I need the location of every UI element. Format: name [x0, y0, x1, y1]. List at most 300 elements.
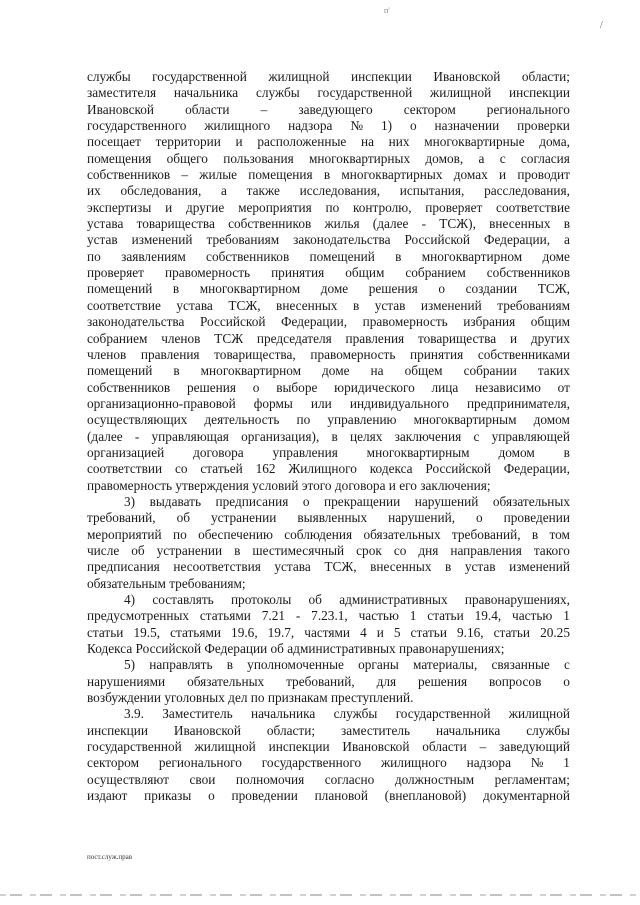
- word: решения: [186, 379, 237, 395]
- word: многоквартирным: [413, 412, 517, 428]
- word: доме: [542, 248, 570, 264]
- text-line: [87, 559, 570, 575]
- word: осуществляют: [87, 771, 169, 787]
- word: домах: [453, 167, 488, 183]
- word: такого: [533, 542, 570, 558]
- word: устранении: [210, 510, 277, 526]
- text-line: [87, 494, 570, 510]
- text-line: [87, 134, 570, 150]
- word: должностным: [394, 771, 475, 787]
- word: ТСЖ,: [228, 297, 261, 313]
- word: для: [376, 673, 397, 689]
- scan-mark-right: /: [600, 20, 603, 31]
- word: (далее: [87, 428, 123, 444]
- word: договора: [193, 444, 244, 460]
- word: внесенных: [370, 559, 432, 575]
- word: Российской: [199, 314, 266, 330]
- word: предписания: [215, 493, 289, 509]
- word: устава: [274, 559, 311, 575]
- word: –: [181, 167, 189, 183]
- word: статьей: [200, 461, 243, 477]
- word: членов: [87, 346, 127, 362]
- word: по: [172, 526, 187, 542]
- word: Российской: [404, 232, 471, 248]
- word: или: [310, 395, 332, 411]
- word: приказы: [144, 788, 192, 804]
- word: общим: [345, 265, 385, 281]
- word: принятия: [410, 346, 464, 362]
- word: домов,: [425, 150, 464, 166]
- word: 1: [563, 755, 570, 771]
- word: а: [478, 150, 485, 166]
- word: избрания: [463, 314, 516, 330]
- word: собранием: [405, 265, 466, 281]
- word: проведении: [503, 510, 570, 526]
- word: о: [409, 118, 417, 134]
- text-line: [87, 216, 570, 232]
- word: статьи: [493, 624, 531, 640]
- word: также: [246, 183, 280, 199]
- word: Ивановской: [342, 739, 410, 755]
- word: предусмотренных: [87, 608, 190, 624]
- word: прекращении: [324, 493, 401, 509]
- word: статьями: [170, 624, 222, 640]
- word: домом: [533, 412, 570, 428]
- word: требований,: [451, 526, 521, 542]
- word: плановой: [314, 788, 368, 804]
- text-line: [87, 723, 570, 739]
- word: требований,: [286, 673, 355, 689]
- word: юридического: [334, 379, 415, 395]
- text-line: [87, 69, 570, 85]
- word: проверки: [517, 118, 570, 134]
- word: 7.21: [261, 608, 286, 624]
- word: испытания,: [399, 183, 465, 199]
- word: заместитель: [341, 722, 411, 738]
- word: по: [87, 248, 101, 264]
- text-line: [87, 363, 570, 379]
- word: них: [388, 134, 410, 150]
- word: составлять: [152, 592, 214, 607]
- word: в: [352, 297, 360, 313]
- word: Ивановской: [173, 722, 241, 738]
- word: помещения: [248, 167, 313, 183]
- word: требований,: [87, 510, 156, 526]
- word: дня: [418, 542, 439, 558]
- word: №: [530, 755, 544, 771]
- word: общего: [166, 150, 208, 166]
- word: -: [134, 428, 140, 444]
- word: о: [252, 379, 260, 395]
- word: нарушениями: [87, 673, 166, 689]
- word: частью: [358, 608, 399, 624]
- word: многоквартирном: [199, 281, 301, 297]
- word: согласно: [324, 771, 375, 787]
- word: жилищного: [381, 755, 447, 771]
- word: Федерации,: [483, 232, 551, 248]
- text-line: [87, 167, 570, 183]
- word: решения: [368, 281, 418, 297]
- word: заключения: [394, 428, 462, 444]
- word: правления: [140, 346, 200, 362]
- word: многоквартирном: [421, 248, 523, 264]
- word: проверяет: [425, 199, 483, 215]
- word: помещений: [87, 281, 153, 297]
- word: службы: [333, 706, 378, 722]
- text-line: правомерность утверждения условий этого договора и его заключения;: [87, 477, 491, 493]
- word: соответствие: [496, 199, 570, 215]
- word: расследования,: [484, 183, 570, 199]
- word: с: [564, 657, 570, 673]
- text-line: [87, 200, 570, 216]
- word: документарной: [482, 788, 570, 804]
- text-line: [87, 527, 570, 543]
- word: управляющая: [151, 428, 229, 444]
- word: доме: [320, 281, 349, 297]
- word: службы: [87, 69, 131, 84]
- word: и: [235, 134, 243, 150]
- word: Ивановской: [433, 69, 501, 84]
- word: законодательства: [87, 314, 185, 330]
- word: нарушений: [414, 493, 479, 509]
- word: (далее: [372, 216, 409, 232]
- text-line: [87, 331, 570, 347]
- word: инспекции: [268, 739, 330, 755]
- word: деятельность: [204, 412, 280, 428]
- word: дома,: [539, 134, 570, 150]
- word: в: [323, 167, 331, 183]
- word: области: [422, 739, 467, 755]
- word: управления: [272, 444, 338, 460]
- word: 3.9.: [124, 706, 144, 722]
- word: 5): [124, 657, 136, 673]
- word: и: [509, 330, 518, 346]
- word: Ивановской: [87, 101, 155, 117]
- text-line: [87, 755, 570, 771]
- word: Заместитель: [162, 706, 233, 722]
- word: индивидуального: [349, 395, 449, 411]
- word: и: [165, 199, 173, 215]
- word: и: [376, 624, 384, 640]
- word: устав: [87, 232, 118, 248]
- word: в: [331, 428, 338, 444]
- word: в: [395, 248, 402, 264]
- text-line: [87, 461, 570, 477]
- word: собственников: [228, 216, 312, 232]
- text-line: [87, 118, 570, 134]
- word: государственной: [87, 739, 182, 755]
- word: осуществляющих: [87, 412, 188, 428]
- word: исследования,: [299, 183, 381, 199]
- word: начальника: [173, 85, 239, 101]
- word: службы: [255, 85, 300, 101]
- word: выдавать: [149, 493, 202, 509]
- word: проводит: [517, 167, 570, 183]
- word: соответствие: [87, 297, 161, 313]
- text-line: [87, 772, 570, 788]
- word: 3): [124, 493, 136, 509]
- word: кодекса: [369, 461, 413, 477]
- word: уполномоченные: [247, 657, 344, 673]
- word: многоквартирным: [366, 444, 470, 460]
- word: собственниками: [477, 346, 570, 362]
- word: жилья: [324, 216, 360, 232]
- text-line: [87, 543, 570, 559]
- word: принятия: [271, 265, 325, 281]
- word: устава: [87, 216, 124, 232]
- word: многоквартирном: [200, 363, 302, 379]
- word: в: [563, 444, 570, 460]
- word: по: [296, 412, 311, 428]
- word: управляющей: [491, 428, 570, 444]
- word: изменений: [420, 297, 482, 313]
- word: устав: [374, 297, 406, 313]
- word: организационно-правовой: [87, 395, 236, 411]
- word: в: [172, 281, 180, 297]
- word: многоквартирные: [424, 134, 525, 150]
- word: регламентам;: [494, 771, 570, 787]
- word: в: [173, 363, 180, 379]
- text-line: [87, 739, 570, 755]
- word: нарушений,: [388, 510, 456, 526]
- word: управлению: [327, 412, 397, 428]
- word: том: [549, 526, 570, 542]
- text-line: [87, 183, 570, 199]
- word: формы: [253, 395, 293, 411]
- word: товарищества: [417, 330, 497, 346]
- word: 5: [393, 624, 401, 640]
- word: регионального: [158, 755, 242, 771]
- text-line: [87, 232, 570, 248]
- text-line: [87, 706, 570, 722]
- word: таких: [537, 363, 570, 379]
- word: жилищной: [268, 69, 330, 84]
- word: инспекции: [509, 85, 570, 101]
- word: государственной: [152, 69, 247, 84]
- word: статьи: [87, 624, 124, 640]
- word: обязательных: [492, 493, 570, 509]
- word: изменений: [131, 232, 193, 248]
- word: инспекции: [87, 722, 148, 738]
- word: домом: [498, 444, 535, 460]
- text-line: [87, 674, 570, 690]
- word: надзора: [466, 755, 511, 771]
- word: жилищного: [204, 118, 271, 134]
- word: собранием: [87, 330, 148, 346]
- word: полномочия: [235, 771, 305, 787]
- body-text: [87, 69, 570, 804]
- word: товарищества,: [214, 346, 296, 362]
- word: направлять: [149, 657, 213, 673]
- word: товарищества: [136, 216, 215, 232]
- word: государственного: [261, 755, 362, 771]
- text-line: [87, 396, 570, 412]
- word: области;: [521, 69, 570, 84]
- word: регионального: [486, 101, 570, 117]
- text-line: [87, 298, 570, 314]
- word: частью: [512, 608, 553, 624]
- word: членов: [161, 330, 201, 346]
- word: –: [260, 101, 268, 117]
- word: протоколы: [230, 592, 292, 607]
- word: их: [87, 183, 101, 199]
- word: многоквартирных: [308, 150, 411, 166]
- word: в: [226, 657, 233, 673]
- word: ТСЖ: [214, 330, 244, 346]
- word: внесенных: [489, 216, 551, 232]
- word: пользования: [223, 150, 294, 166]
- word: заявлениям: [121, 248, 186, 264]
- word: издают: [87, 788, 128, 804]
- word: правомерность: [362, 314, 448, 330]
- word: мероприятия: [238, 199, 312, 215]
- word: создании: [465, 281, 518, 297]
- text-line: [87, 151, 570, 167]
- word: территории: [155, 134, 221, 150]
- word: на: [370, 363, 384, 379]
- text-line: Кодекса Российской Федерации об административных правонарушениях;: [87, 641, 505, 657]
- word: 20.25: [540, 624, 570, 640]
- word: в: [445, 559, 452, 575]
- word: жилые: [199, 167, 238, 183]
- word: начальника: [251, 706, 316, 722]
- word: контролю,: [353, 199, 412, 215]
- text-line: [87, 314, 570, 330]
- word: предписания: [87, 559, 160, 575]
- word: предпринимателя,: [466, 395, 570, 411]
- word: 9.16,: [457, 624, 484, 640]
- word: со: [393, 542, 407, 558]
- word: решения: [418, 673, 468, 689]
- word: 19.4,: [474, 608, 502, 624]
- word: материалы,: [413, 657, 478, 673]
- word: жилищной: [508, 706, 570, 722]
- word: службы: [526, 722, 570, 738]
- word: Федерации,: [280, 314, 348, 330]
- word: соответствии: [87, 461, 163, 477]
- word: №: [350, 118, 364, 134]
- word: собственников: [206, 248, 290, 264]
- text-line: [87, 625, 570, 641]
- text-line: [87, 85, 570, 101]
- word: помещения: [87, 150, 152, 166]
- word: организацией: [87, 444, 165, 460]
- scan-mark-top: п': [384, 6, 390, 15]
- word: 1: [563, 608, 570, 624]
- word: а: [221, 183, 227, 199]
- word: органы: [358, 657, 399, 673]
- word: срок: [356, 542, 382, 558]
- word: 4: [360, 624, 367, 640]
- word: статьи: [410, 624, 447, 640]
- word: об: [131, 542, 145, 558]
- word: собрании: [463, 363, 517, 379]
- word: Федерации,: [503, 461, 570, 477]
- word: другие: [185, 199, 225, 215]
- word: устав: [464, 559, 496, 575]
- text-line: [87, 281, 570, 297]
- word: со: [174, 461, 188, 477]
- word: правомерность: [310, 346, 396, 362]
- word: государственной: [317, 85, 413, 101]
- word: помещений: [87, 363, 153, 379]
- word: области: [185, 101, 230, 117]
- word: законодательства: [293, 232, 391, 248]
- word: инспекции: [350, 69, 412, 84]
- word: о: [476, 510, 483, 526]
- word: собственников: [87, 379, 171, 395]
- word: несоответствия: [173, 559, 261, 575]
- word: устава: [176, 297, 213, 313]
- word: направления: [450, 542, 522, 558]
- word: вопросов: [488, 673, 542, 689]
- word: мероприятий: [87, 526, 162, 542]
- word: о: [563, 673, 570, 689]
- word: -: [295, 608, 301, 624]
- text-line: [87, 592, 570, 608]
- word: об: [308, 592, 322, 607]
- text-line: [87, 445, 570, 461]
- text-line: [87, 657, 570, 673]
- word: общем: [404, 363, 443, 379]
- word: проверяет: [87, 265, 144, 281]
- word: в: [563, 216, 570, 232]
- word: доме: [322, 363, 350, 379]
- word: проведении: [231, 788, 298, 804]
- text-line: возбуждении уголовных дел по признакам преступлений.: [87, 690, 414, 706]
- text-line: [87, 380, 570, 396]
- footer-filename: пост.служ.прав: [87, 853, 133, 861]
- word: административных: [339, 592, 448, 607]
- word: -: [421, 216, 427, 232]
- word: на: [360, 134, 374, 150]
- word: выявленных: [297, 510, 368, 526]
- word: требованиям: [206, 232, 280, 248]
- word: многоквартирных: [341, 167, 443, 183]
- scan-edge: [0, 894, 640, 896]
- word: требованиям: [497, 297, 570, 313]
- word: 19.6,: [231, 624, 258, 640]
- word: обследования,: [120, 183, 202, 199]
- word: изменений: [509, 559, 570, 575]
- text-line: [87, 102, 570, 118]
- word: –: [479, 739, 487, 755]
- word: сектором: [403, 101, 456, 117]
- word: Жилищного: [288, 461, 357, 477]
- word: о: [302, 493, 310, 509]
- word: других: [530, 330, 570, 346]
- word: ТСЖ,: [324, 559, 357, 575]
- word: независимо: [475, 379, 541, 395]
- word: ТСЖ,: [537, 281, 570, 297]
- word: частями: [304, 624, 351, 640]
- text-line: [87, 347, 570, 363]
- word: 19.7,: [267, 624, 295, 640]
- word: ТСЖ),: [439, 216, 476, 232]
- text-line: [87, 249, 570, 265]
- word: собственников: [87, 167, 171, 183]
- word: 19.5,: [133, 624, 161, 640]
- word: шестимесячный: [252, 542, 345, 558]
- word: надзора: [288, 118, 333, 134]
- word: в: [234, 542, 241, 558]
- word: области;: [266, 722, 316, 738]
- word: правления: [345, 330, 405, 346]
- word: заместителя: [87, 85, 157, 101]
- word: 1): [380, 118, 393, 134]
- text-line: [87, 429, 570, 445]
- text-line: [87, 412, 570, 428]
